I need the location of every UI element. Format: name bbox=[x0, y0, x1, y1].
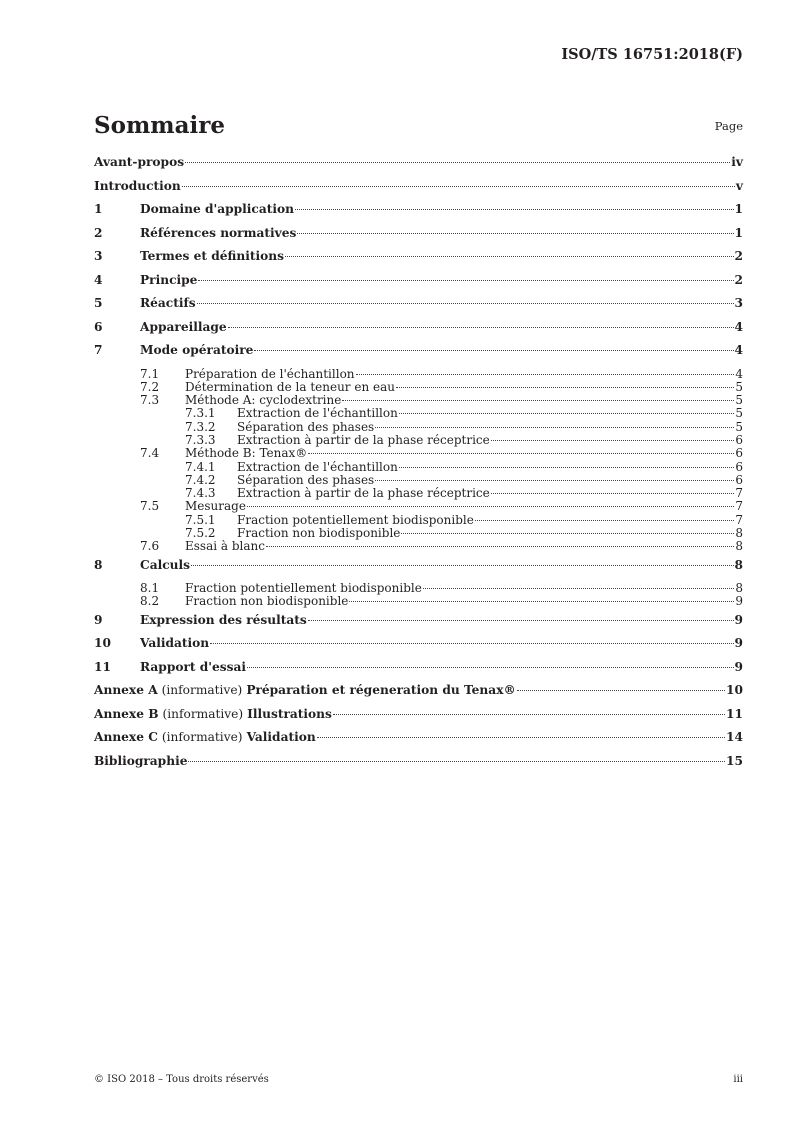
dot-leader bbox=[475, 520, 735, 521]
toc-entry[interactable] bbox=[94, 637, 743, 661]
toc-entry[interactable] bbox=[94, 684, 743, 708]
toc-page-number: iv bbox=[731, 155, 743, 169]
toc-number: 7.4.2 bbox=[185, 472, 216, 487]
toc-page-number: 7 bbox=[735, 512, 743, 527]
toc-entry[interactable] bbox=[94, 582, 743, 595]
toc-entry[interactable] bbox=[94, 514, 743, 527]
toc-title: Références normatives bbox=[140, 225, 297, 240]
toc-title: Validation bbox=[246, 730, 316, 745]
toc-number: 3 bbox=[94, 249, 103, 263]
toc-page-number: 10 bbox=[726, 683, 743, 698]
dot-leader bbox=[182, 186, 735, 187]
toc-entry[interactable] bbox=[94, 755, 743, 779]
toc-page-number: 8 bbox=[735, 526, 743, 541]
toc-entry[interactable] bbox=[94, 708, 743, 732]
dot-leader bbox=[517, 690, 725, 691]
annex-type: (informative) bbox=[161, 730, 243, 745]
annex-label: Annexe A bbox=[94, 683, 158, 698]
toc-number: 7.4.1 bbox=[185, 459, 216, 474]
toc-page-number: 2 bbox=[734, 272, 743, 287]
dot-leader bbox=[228, 327, 734, 328]
toc-title: Appareillage bbox=[140, 319, 227, 334]
annex-label: Annexe C bbox=[94, 730, 158, 745]
toc-number: 7.3 bbox=[140, 393, 160, 408]
dot-leader bbox=[210, 643, 733, 644]
dot-leader bbox=[295, 209, 734, 210]
toc-number: 10 bbox=[94, 636, 111, 651]
annex-type: (informative) bbox=[161, 683, 243, 698]
toc-entry[interactable] bbox=[94, 274, 743, 298]
annex-type: (informative) bbox=[162, 706, 244, 721]
dot-leader bbox=[356, 374, 735, 375]
toc-page-number: 4 bbox=[734, 343, 743, 357]
toc-number: 7.2 bbox=[140, 379, 160, 394]
toc-title: Extraction à partir de la phase réceptrice bbox=[237, 432, 490, 447]
dot-leader bbox=[198, 280, 733, 281]
toc-number: 6 bbox=[94, 319, 103, 334]
toc-number: 7.3.3 bbox=[185, 432, 216, 447]
toc-number: 7.5.1 bbox=[185, 512, 216, 527]
toc-entry[interactable] bbox=[94, 250, 743, 274]
toc-title: Rapport d'essai bbox=[140, 659, 247, 674]
toc-number: 7.3.2 bbox=[185, 419, 216, 434]
dot-leader bbox=[285, 256, 734, 257]
dot-leader bbox=[191, 565, 734, 566]
toc-title: Extraction à partir de la phase réceptrice bbox=[237, 486, 490, 501]
footer-page-number: iii bbox=[733, 1074, 743, 1085]
toc-entry[interactable] bbox=[94, 559, 743, 583]
dot-leader bbox=[297, 233, 733, 234]
toc-title: Bibliographie bbox=[94, 753, 188, 768]
toc-entry[interactable] bbox=[94, 297, 743, 321]
toc-title: Détermination de la teneur en eau bbox=[185, 379, 395, 394]
toc-entry[interactable] bbox=[94, 227, 743, 251]
dot-leader bbox=[308, 620, 734, 621]
toc-page-number: v bbox=[735, 178, 743, 193]
toc-number: 11 bbox=[94, 659, 111, 674]
toc-page-number: 7 bbox=[735, 499, 743, 514]
toc-number: 7.4.3 bbox=[185, 486, 216, 501]
toc-entry[interactable] bbox=[94, 321, 743, 345]
toc-entry[interactable] bbox=[94, 407, 743, 420]
dot-leader bbox=[423, 588, 735, 589]
dot-leader bbox=[349, 601, 734, 602]
toc-number: 7.3.1 bbox=[185, 406, 216, 421]
dot-leader bbox=[185, 162, 730, 163]
toc-page-number: 9 bbox=[734, 659, 743, 674]
toc-page-number: 9 bbox=[734, 636, 743, 651]
toc-title: Domaine d'application bbox=[140, 202, 294, 216]
annex-label: Annexe B bbox=[94, 706, 159, 721]
toc-page-number: 9 bbox=[734, 612, 743, 627]
toc-page-number: 6 bbox=[735, 459, 743, 474]
toc-page-number: 6 bbox=[735, 446, 743, 461]
toc-entry[interactable] bbox=[94, 434, 743, 447]
toc-entry[interactable] bbox=[94, 614, 743, 638]
toc-number: 9 bbox=[94, 612, 103, 627]
toc-entry[interactable] bbox=[94, 421, 743, 434]
toc-entry[interactable] bbox=[94, 731, 743, 755]
dot-leader bbox=[266, 546, 734, 547]
toc-title: Mode opératoire bbox=[140, 343, 254, 357]
dot-leader bbox=[317, 737, 725, 738]
toc-page-number: 5 bbox=[735, 419, 743, 434]
document-id: ISO/TS 16751:2018(F) bbox=[561, 46, 743, 63]
toc-page-number: 14 bbox=[726, 730, 743, 745]
toc-number: 7.6 bbox=[140, 539, 160, 554]
toc-page-number: 1 bbox=[734, 202, 743, 216]
toc-entry[interactable] bbox=[94, 595, 743, 608]
toc-title: Extraction de l'échantillon bbox=[237, 459, 398, 474]
toc-number: 8.2 bbox=[140, 594, 160, 609]
toc-title: Termes et définitions bbox=[140, 249, 284, 263]
toc-page-number: 5 bbox=[735, 379, 743, 394]
toc-entry[interactable] bbox=[94, 474, 743, 487]
dot-leader bbox=[396, 387, 734, 388]
toc-title: Fraction potentiellement biodisponible bbox=[185, 581, 422, 596]
toc-entry[interactable] bbox=[94, 461, 743, 474]
dot-leader bbox=[399, 413, 735, 414]
toc-title: Fraction non biodisponible bbox=[185, 594, 349, 609]
toc-page-number: 1 bbox=[734, 225, 743, 240]
toc-page-number: 11 bbox=[726, 706, 743, 721]
toc-title: Essai à blanc bbox=[185, 539, 265, 554]
toc-title: Principe bbox=[140, 272, 198, 287]
toc-entry[interactable] bbox=[94, 527, 743, 540]
toc-entry[interactable] bbox=[94, 180, 743, 204]
toc-page-number: 4 bbox=[734, 319, 743, 334]
toc-page-number: 5 bbox=[735, 406, 743, 421]
toc-entry[interactable] bbox=[94, 156, 743, 180]
page-title: Sommaire bbox=[94, 112, 226, 139]
toc-number: 7.4 bbox=[140, 446, 160, 461]
toc-title: Validation bbox=[140, 636, 210, 651]
toc-number: 1 bbox=[94, 202, 103, 216]
toc-number: 8.1 bbox=[140, 581, 160, 596]
dot-leader bbox=[247, 667, 733, 668]
toc-title: Extraction de l'échantillon bbox=[237, 406, 398, 421]
table-of-contents bbox=[94, 156, 743, 778]
toc-title: Préparation et régeneration du Tenax® bbox=[246, 683, 516, 698]
toc-title: Mesurage bbox=[185, 499, 246, 514]
toc-page-number: 6 bbox=[735, 472, 743, 487]
copyright-notice: © ISO 2018 – Tous droits réservés bbox=[94, 1074, 269, 1085]
toc-title: Expression des résultats bbox=[140, 612, 307, 627]
toc-page-number: 6 bbox=[735, 432, 743, 447]
toc-title: Préparation de l'échantillon bbox=[185, 366, 355, 381]
dot-leader bbox=[254, 350, 733, 351]
dot-leader bbox=[399, 467, 735, 468]
toc-number: 5 bbox=[94, 296, 103, 310]
toc-title: Introduction bbox=[94, 178, 181, 193]
toc-page-number: 7 bbox=[735, 486, 743, 501]
dot-leader bbox=[197, 303, 734, 304]
toc-page-number: 8 bbox=[735, 539, 743, 554]
toc-page-number: 8 bbox=[734, 557, 743, 572]
toc-number: 7.5.2 bbox=[185, 526, 216, 541]
toc-entry[interactable] bbox=[94, 487, 743, 500]
toc-number: 7.1 bbox=[140, 366, 160, 381]
toc-entry[interactable] bbox=[94, 661, 743, 685]
toc-number: 8 bbox=[94, 557, 103, 572]
toc-entry[interactable] bbox=[94, 368, 743, 381]
toc-entry[interactable] bbox=[94, 500, 743, 513]
toc-number: 7 bbox=[94, 343, 103, 357]
toc-entry[interactable] bbox=[94, 344, 743, 368]
toc-number: 4 bbox=[94, 272, 103, 287]
toc-title: Avant-propos bbox=[94, 155, 185, 169]
dot-leader bbox=[401, 533, 734, 534]
toc-title: Séparation des phases bbox=[237, 419, 375, 434]
toc-number: 2 bbox=[94, 225, 103, 240]
toc-page-number: 3 bbox=[734, 296, 743, 310]
toc-page-number: 4 bbox=[735, 366, 743, 381]
toc-page-number: 2 bbox=[734, 249, 743, 263]
toc-title: Calculs bbox=[140, 557, 190, 572]
dot-leader bbox=[247, 506, 734, 507]
toc-entry[interactable] bbox=[94, 394, 743, 407]
dot-leader bbox=[375, 480, 734, 481]
toc-page-number: 5 bbox=[735, 393, 743, 408]
toc-entry[interactable] bbox=[94, 540, 743, 553]
dot-leader bbox=[375, 427, 734, 428]
toc-entry[interactable] bbox=[94, 203, 743, 227]
toc-title: Méthode A: cyclodextrine bbox=[185, 393, 342, 408]
dot-leader bbox=[333, 714, 725, 715]
toc-title: Méthode B: Tenax® bbox=[185, 446, 308, 461]
dot-leader bbox=[308, 453, 734, 454]
toc-title: Réactifs bbox=[140, 296, 196, 310]
toc-number: 7.5 bbox=[140, 499, 160, 514]
dot-leader bbox=[491, 440, 735, 441]
dot-leader bbox=[491, 493, 735, 494]
toc-title: Fraction non biodisponible bbox=[237, 526, 401, 541]
toc-entry[interactable] bbox=[94, 447, 743, 460]
toc-page-number: 15 bbox=[726, 753, 743, 768]
toc-title: Séparation des phases bbox=[237, 472, 375, 487]
toc-page-number: 8 bbox=[735, 581, 743, 596]
toc-title: Fraction potentiellement biodisponible bbox=[237, 512, 474, 527]
toc-entry[interactable] bbox=[94, 381, 743, 394]
page-column-label: Page bbox=[714, 119, 743, 133]
toc-title: Illustrations bbox=[247, 706, 332, 721]
dot-leader bbox=[342, 400, 734, 401]
dot-leader bbox=[188, 761, 725, 762]
toc-page-number: 9 bbox=[735, 594, 743, 609]
